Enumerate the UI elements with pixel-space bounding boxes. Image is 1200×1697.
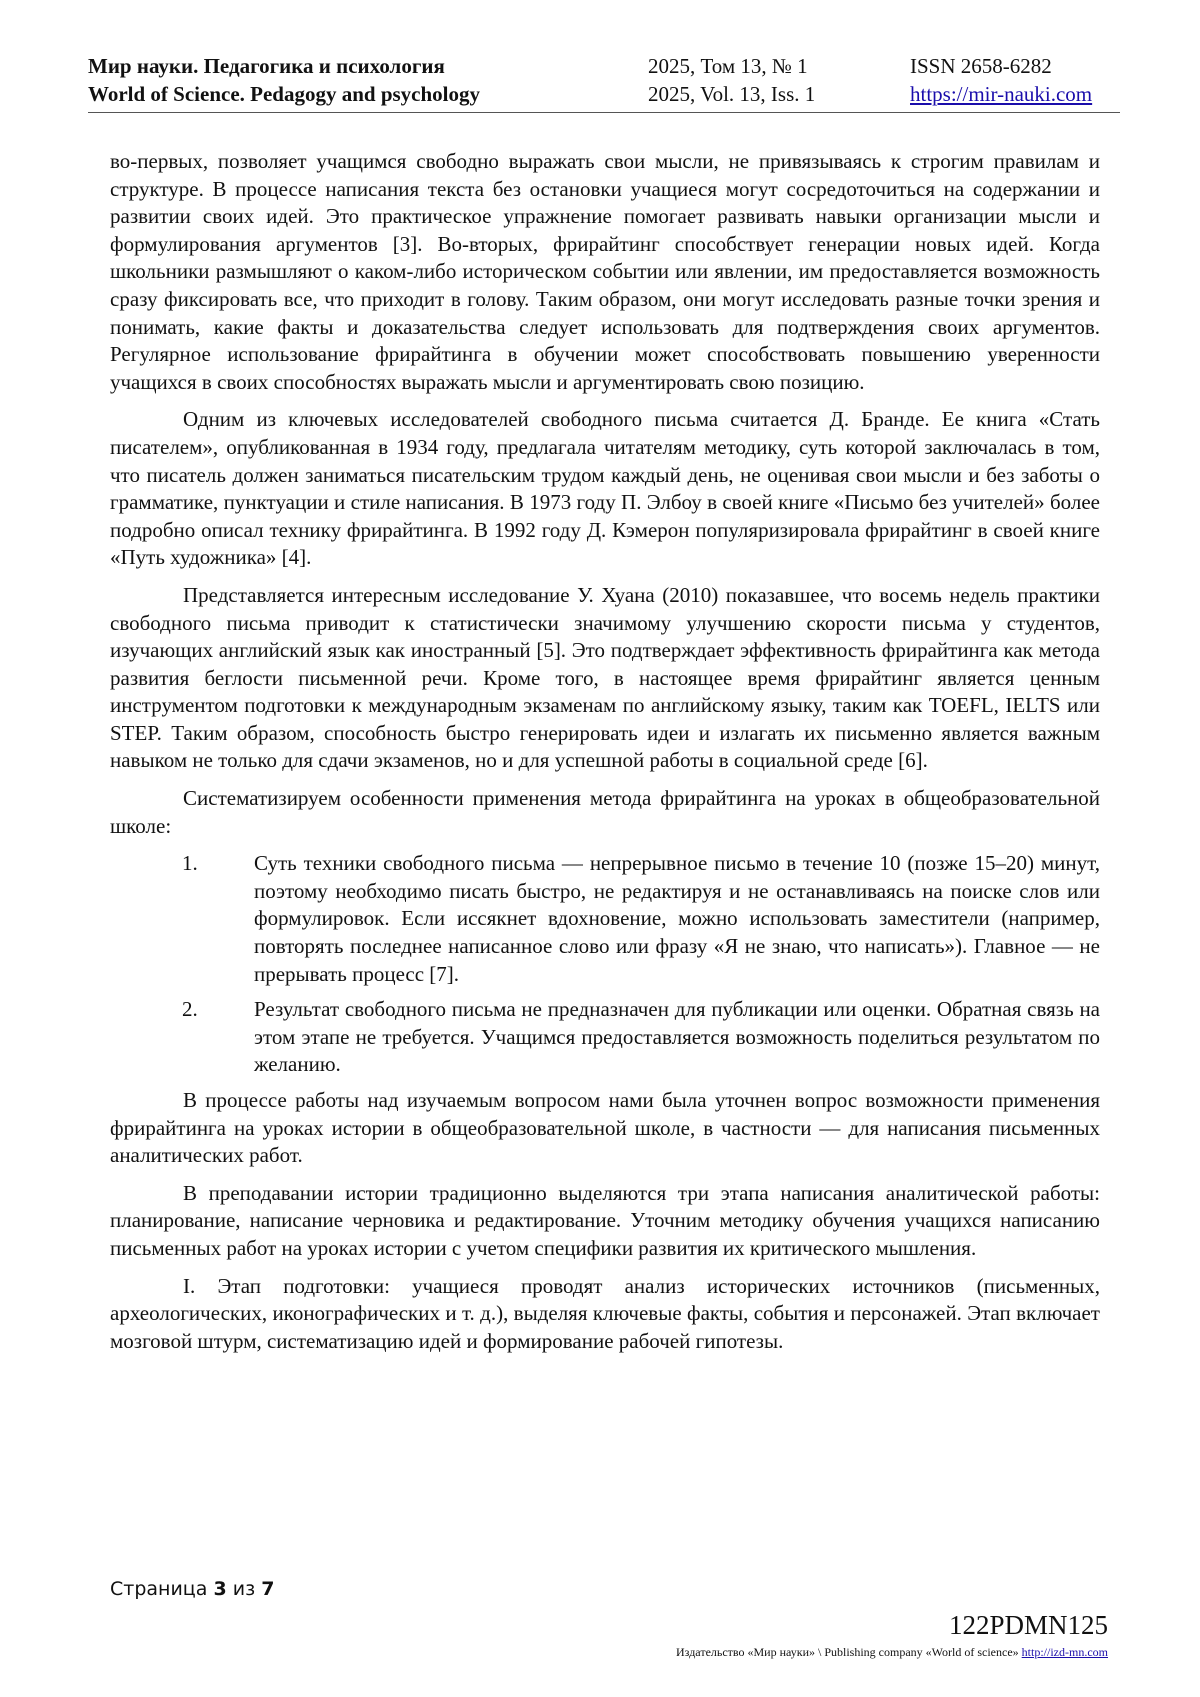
paragraph: Систематизируем особенности применения метода фрирайтинга на уроках в общеобразовательной школе: (110, 786, 1100, 838)
list-item-number: 1. (182, 851, 198, 876)
list-item-number: 2. (182, 997, 198, 1022)
issn: ISSN 2658-6282 (910, 54, 1052, 78)
journal-title (88, 52, 480, 108)
volume-ru: 2025, Том 13, № 1 (648, 54, 808, 78)
list-item-text: Результат свободного письма не предназначен для публикации или оценки. Обратная связь на этом этапе не требуется. Учащимся предоставляется возможность поделиться результатом по желанию. (254, 997, 1100, 1077)
list-item (110, 996, 1100, 1079)
publisher-line (676, 1645, 1108, 1660)
page-counter (110, 1578, 274, 1600)
numbered-list (110, 850, 1100, 1079)
header-divider (88, 112, 1120, 113)
publisher-name: Издательство «Мир науки» \ Publishing company «World of science» (676, 1645, 1019, 1659)
list-item-text: Суть техники свободного письма — непрерывное письмо в течение 10 (позже 15–20) минут, поэтому необходимо писать быстро, не редактируя и не останавливаясь на поиске слов или формулировок. Если иссякнет вдохновение, можно использовать заместители (например, повторять последнее написанное слово или фразу «Я не знаю, что написать»). Главное — не прерывать процесс [7]. (254, 851, 1100, 986)
paragraph: I. Этап подготовки: учащиеся проводят анализ исторических источников (письменных, археологических, иконографических и т. д.), выделяя ключевые факты, события и персонажей. Этап включает мозговой штурм, систематизацию идей и формирование рабочей гипотезы. (110, 1273, 1100, 1353)
paragraph: В процессе работы над изучаемым вопросом нами была уточнен вопрос возможности применения фрирайтинга на уроках истории в общеобразовательной школе, в частности — для написания письменных аналитических работ. (110, 1088, 1100, 1168)
publisher-url-link[interactable]: http://izd-mn.com (1021, 1645, 1108, 1659)
paragraph: В преподавании истории традиционно выделяются три этапа написания аналитической работы: планирование, написание черновика и редактирование. Уточним методику обучения учащихся написанию письменных работ на уроках истории с учетом специфики развития их критического мышления. (110, 1180, 1100, 1260)
paragraph: Одним из ключевых исследователей свободного письма считается Д. Бранде. Ее книга «Стать писателем», опубликованная в 1934 году, предлагала читателям методику, суть которой заключалась в том, что писатель должен заниматься писательским трудом каждый день, не оценивая свои мысли и без заботы о грамматике, пунктуации и стиле написания. В 1973 году П. Элбоу в своей книге «Письмо без учителей» более подробно описал технику фрирайтинга. В 1992 году Д. Кэмерон популяризировала фрирайтинг в своей книге «Путь художника» [4]. (110, 407, 1100, 570)
journal-title-en: World of Science. Pedagogy and psychology (88, 82, 481, 106)
article-body (110, 148, 1100, 1365)
volume-en: 2025, Vol. 13, Iss. 1 (648, 82, 816, 106)
page-of: из (232, 1578, 256, 1600)
page-word: Страница (110, 1578, 208, 1600)
journal-title-ru: Мир науки. Педагогика и психология (88, 54, 445, 78)
paragraph: во-первых, позволяет учащимся свободно выражать свои мысли, не привязываясь к строгим правилам и структуре. В процессе написания текста без остановки учащиеся могут сосредоточиться на содержании и развитии своих идей. Это практическое упражнение помогает развивать навыки организации мысли и формулирования аргументов [3]. Во-вторых, фрирайтинг способствует генерации новых идей. Когда школьники размышляют о каком-либо историческом событии или явлении, им предоставляется возможность сразу фиксировать все, что приходит в голову. Таким образом, они могут исследовать разные точки зрения и понимать, какие факты и доказательства следует использовать для подтверждения своих аргументов. Регулярное использование фрирайтинга в обучении может способствовать повышению уверенности учащихся в своих способностях выражать мысли и аргументировать свою позицию. (110, 149, 1100, 394)
paragraph: Представляется интересным исследование У. Хуана (2010) показавшее, что восемь недель практики свободного письма приводит к статистически значимому улучшению скорости письма у студентов, изучающих английский язык как иностранный [5]. Это подтверждает эффективность фрирайтинга как метода развития беглости письменной речи. Кроме того, в настоящее время фрирайтинг является ценным инструментом подготовки к международным экзаменам по английскому языку, таким как TOEFL, IELTS или STEP. Таким образом, способность быстро генерировать идеи и излагать их письменно является важным навыком не только для сдачи экзаменов, но и для успешной работы в социальной среде [6]. (110, 582, 1100, 773)
page-current: 3 (213, 1578, 227, 1600)
journal-url-link[interactable]: https://mir-nauki.com (910, 82, 1093, 106)
page-header (88, 52, 1118, 114)
journal-issn-block (910, 52, 1092, 108)
page-total: 7 (261, 1578, 275, 1600)
journal-volume (648, 52, 815, 108)
list-item (110, 850, 1100, 988)
article-code: 122PDMN125 (948, 1610, 1108, 1640)
